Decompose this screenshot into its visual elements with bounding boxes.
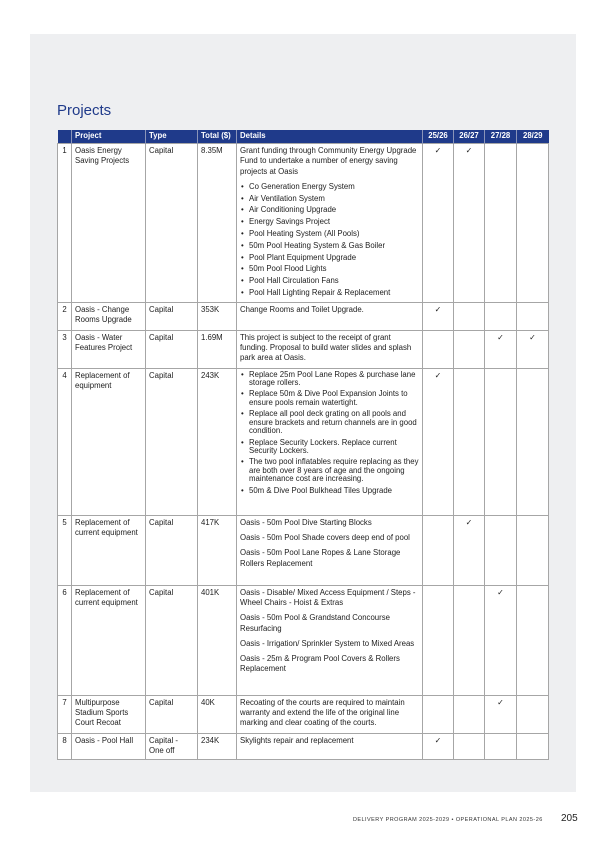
row-number: 6	[58, 585, 72, 695]
details-list	[240, 371, 419, 495]
project-total: 417K	[198, 515, 237, 585]
col-header-2829: 28/29	[517, 130, 549, 144]
details-text: Oasis - Irrigation/ Sprinkler System to Mixed Areas	[240, 638, 415, 648]
table-row	[58, 733, 549, 759]
year-2627-check	[454, 302, 485, 330]
project-type: Capital	[146, 330, 198, 368]
page-number: 205	[561, 813, 578, 824]
year-2728-check: ✓	[485, 585, 517, 695]
project-name: Multipurpose Stadium Sports Court Recoat	[72, 695, 146, 733]
table-row	[58, 330, 549, 368]
table-row	[58, 585, 549, 695]
col-header-total: Total ($)	[198, 130, 237, 144]
project-total: 40K	[198, 695, 237, 733]
project-total: 243K	[198, 368, 237, 515]
details-bullet: • 50m & Dive Pool Bulkhead Tiles Upgrade	[240, 487, 419, 495]
details-bullet: • Energy Savings Project	[240, 217, 419, 227]
year-2526-check: ✓	[423, 368, 454, 515]
project-details	[237, 733, 423, 759]
year-2526-check	[423, 585, 454, 695]
project-name: Replacement of current equipment	[72, 515, 146, 585]
details-bullet: • Pool Plant Equipment Upgrade	[240, 253, 419, 263]
row-number: 5	[58, 515, 72, 585]
details-text: Skylights repair and replacement	[240, 735, 354, 745]
project-name: Oasis - Pool Hall	[72, 733, 146, 759]
col-header-project: Project	[72, 130, 146, 144]
year-2829-check	[517, 302, 549, 330]
project-name: Replacement of current equipment	[72, 585, 146, 695]
details-text: Oasis - 50m Pool & Grandstand Concourse Resurfacing	[240, 613, 390, 633]
col-header-details: Details	[237, 130, 423, 144]
details-bullet: • Air Conditioning Upgrade	[240, 205, 419, 215]
col-header-2627: 26/27	[454, 130, 485, 144]
details-bullet: • 50m Pool Flood Lights	[240, 264, 419, 274]
details-bullet: • Co Generation Energy System	[240, 182, 419, 192]
project-details	[237, 695, 423, 733]
year-2829-check	[517, 144, 549, 303]
project-name: Oasis - Change Rooms Upgrade	[72, 302, 146, 330]
project-details	[237, 515, 423, 585]
col-header-num	[58, 130, 72, 144]
project-details	[237, 585, 423, 695]
year-2526-check	[423, 330, 454, 368]
project-details	[237, 144, 423, 303]
project-type: Capital	[146, 515, 198, 585]
footer-text: DELIVERY PROGRAM 2025-2029 • OPERATIONAL PLAN 2025-26	[353, 817, 543, 823]
year-2728-check	[485, 302, 517, 330]
project-type: Capital	[146, 302, 198, 330]
col-header-type: Type	[146, 130, 198, 144]
row-number: 8	[58, 733, 72, 759]
year-2627-check	[454, 368, 485, 515]
row-number: 3	[58, 330, 72, 368]
details-bullet: • Pool Hall Lighting Repair & Replacement	[240, 288, 419, 298]
project-total: 401K	[198, 585, 237, 695]
col-header-2728: 27/28	[485, 130, 517, 144]
project-total: 234K	[198, 733, 237, 759]
details-text: Oasis - 25m & Program Pool Covers & Rollers Replacement	[240, 654, 400, 674]
details-bullet: • Air Ventilation System	[240, 194, 419, 204]
details-text: Recoating of the courts are required to maintain warranty and extend the life of the original line marking and clear coating of the courts.	[240, 697, 405, 728]
table-row	[58, 144, 549, 303]
project-type: Capital	[146, 585, 198, 695]
details-text: Oasis - Disable/ Mixed Access Equipment / Steps - Wheel Chairs - Hoist & Extras	[240, 587, 416, 607]
details-text: Oasis - 50m Pool Dive Starting Blocks	[240, 517, 372, 527]
row-number: 2	[58, 302, 72, 330]
year-2829-check: ✓	[517, 330, 549, 368]
year-2728-check	[485, 733, 517, 759]
year-2627-check	[454, 330, 485, 368]
year-2526-check: ✓	[423, 144, 454, 303]
table-header-row	[58, 130, 549, 144]
details-text: This project is subject to the receipt of grant funding. Proposal to build water slides and splash park area at Oasis.	[240, 332, 412, 363]
year-2526-check: ✓	[423, 733, 454, 759]
col-header-2526: 25/26	[423, 130, 454, 144]
projects-table	[57, 130, 549, 760]
project-total: 1.69M	[198, 330, 237, 368]
details-list	[240, 182, 419, 298]
year-2627-check: ✓	[454, 144, 485, 303]
project-name: Oasis - Water Features Project	[72, 330, 146, 368]
year-2829-check	[517, 695, 549, 733]
row-number: 7	[58, 695, 72, 733]
year-2728-check	[485, 144, 517, 303]
row-number: 1	[58, 144, 72, 303]
project-type: Capital	[146, 695, 198, 733]
year-2526-check: ✓	[423, 302, 454, 330]
details-text: Change Rooms and Toilet Upgrade.	[240, 304, 364, 314]
project-name: Oasis Energy Saving Projects	[72, 144, 146, 303]
year-2728-check	[485, 368, 517, 515]
project-details	[237, 368, 423, 515]
project-type: Capital - One off	[146, 733, 198, 759]
details-bullet: • Pool Hall Circulation Fans	[240, 276, 419, 286]
year-2627-check: ✓	[454, 515, 485, 585]
year-2728-check: ✓	[485, 330, 517, 368]
section-title: Projects	[57, 102, 112, 119]
year-2728-check: ✓	[485, 695, 517, 733]
year-2627-check	[454, 695, 485, 733]
project-details	[237, 330, 423, 368]
project-name: Replacement of equipment	[72, 368, 146, 515]
table-row	[58, 368, 549, 515]
details-bullet: • The two pool inflatables require replacing as they are both over 8 years of age and the ongoing maintenance cost are increasing.	[240, 458, 419, 483]
details-bullet: • Replace all pool deck grating on all pools and ensure brackets and return channels are in good condition.	[240, 410, 419, 435]
project-total: 353K	[198, 302, 237, 330]
details-text: Oasis - 50m Pool Shade covers deep end of pool	[240, 532, 410, 542]
year-2829-check	[517, 515, 549, 585]
year-2829-check	[517, 733, 549, 759]
year-2829-check	[517, 585, 549, 695]
details-bullet: • 50m Pool Heating System & Gas Boiler	[240, 241, 419, 251]
year-2829-check	[517, 368, 549, 515]
table-row	[58, 302, 549, 330]
project-total: 8.35M	[198, 144, 237, 303]
project-type: Capital	[146, 144, 198, 303]
year-2728-check	[485, 515, 517, 585]
details-text: Grant funding through Community Energy Upgrade Fund to undertake a number of energy saving projects at Oasis	[240, 146, 417, 176]
year-2627-check	[454, 585, 485, 695]
project-details	[237, 302, 423, 330]
details-text: Oasis - 50m Pool Lane Ropes & Lane Storage Rollers Replacement	[240, 548, 401, 568]
table-row	[58, 695, 549, 733]
details-bullet: • Pool Heating System (All Pools)	[240, 229, 419, 239]
year-2526-check	[423, 695, 454, 733]
project-type: Capital	[146, 368, 198, 515]
details-bullet: • Replace Security Lockers. Replace current Security Lockers.	[240, 439, 419, 456]
year-2526-check	[423, 515, 454, 585]
table-row	[58, 515, 549, 585]
row-number: 4	[58, 368, 72, 515]
details-bullet: • Replace 50m & Dive Pool Expansion Joints to ensure pools remain watertight.	[240, 390, 419, 407]
year-2627-check	[454, 733, 485, 759]
details-bullet: • Replace 25m Pool Lane Ropes & purchase lane storage rollers.	[240, 371, 419, 388]
